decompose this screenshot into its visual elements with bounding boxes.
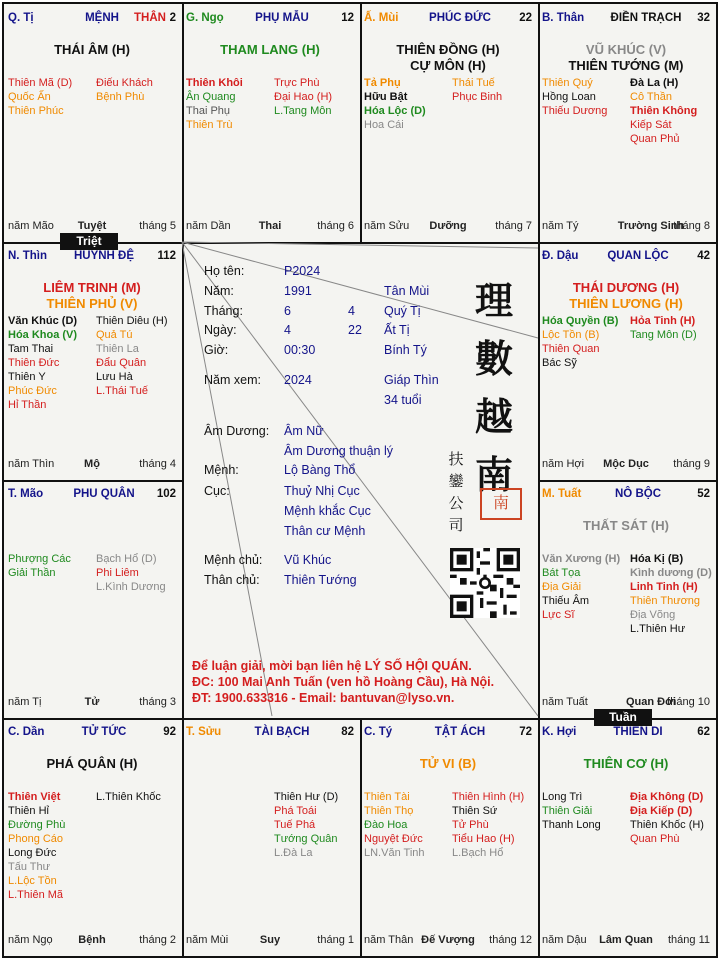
main-star: THIÊN CƠ (H) <box>583 756 669 771</box>
palace-can: K. Hợi <box>542 726 577 738</box>
palace-truong-sinh: Lâm Quan <box>599 934 653 946</box>
palace-number: 92 <box>163 726 176 738</box>
palace-year: năm Tuất <box>542 696 588 708</box>
palace-name: PHÚC ĐỨC <box>429 12 491 24</box>
star: Phượng Các <box>8 553 71 565</box>
star: Ân Quang <box>186 91 236 103</box>
palace-can: M. Tuất <box>542 488 582 500</box>
star: Thái Tuế <box>452 77 495 89</box>
main-star: THÁI DƯƠNG (H) <box>572 280 680 295</box>
main-star: THẤT SÁT (H) <box>583 518 669 533</box>
palace-truong-sinh: Trường Sinh <box>617 220 685 232</box>
palace-truong-sinh: Bệnh <box>78 934 106 946</box>
star: Hồng Loan <box>542 91 596 103</box>
palace-name: TỬ TỨC <box>81 726 127 738</box>
palace-month: tháng 7 <box>495 220 532 232</box>
calligraphy-char: 理 <box>474 278 513 323</box>
star: Trực Phù <box>274 77 320 89</box>
star: Hóa Kị (B) <box>630 553 684 565</box>
star: Thanh Long <box>542 819 601 831</box>
than-chu-value: Thiên Tướng <box>284 573 357 587</box>
star: Tiểu Hao (H) <box>452 833 515 845</box>
palace-name: HUYNH ĐỆ <box>73 250 135 262</box>
palace-year: năm Mão <box>8 220 54 232</box>
star: Tang Môn (D) <box>630 329 697 341</box>
calligraphy-char: 扶 <box>448 450 464 468</box>
palace-number: 82 <box>341 726 354 738</box>
main-star: VŨ KHÚC (V) <box>585 42 667 57</box>
contact-notice <box>192 658 536 706</box>
thang-lunar: 4 <box>348 304 355 318</box>
star: Đại Hao (H) <box>274 91 333 103</box>
palace-truong-sinh: Tuyệt <box>77 220 107 232</box>
star: Quan Phủ <box>630 133 680 145</box>
palace-name: ĐIỀN TRẠCH <box>610 12 682 24</box>
palace-year: năm Tị <box>8 696 42 708</box>
main-star: THAM LANG (H) <box>220 42 320 57</box>
star: Thai Phụ <box>186 105 231 117</box>
star: Long Trì <box>542 791 583 803</box>
ngay-lunar: 22 <box>348 323 362 337</box>
calligraphy-char: 越 <box>474 394 513 439</box>
palace-month: tháng 8 <box>673 220 710 232</box>
star: Quả Tú <box>96 329 133 341</box>
palace-name: PHỤ MẪU <box>255 12 309 24</box>
palace-month: tháng 4 <box>139 458 176 470</box>
main-star: THÁI ÂM (H) <box>54 42 130 57</box>
star: L.Kình Dương <box>96 581 166 593</box>
calligraphy-small <box>446 448 466 536</box>
calligraphy-char: 公 <box>448 494 464 512</box>
nam-can-chi: Tân Mùi <box>384 284 430 298</box>
palace-year: năm Hợi <box>542 458 585 470</box>
nam-xem-can-chi: Giáp Thìn <box>384 373 439 387</box>
star: Điếu Khách <box>96 77 153 89</box>
palace-month: tháng 9 <box>673 458 710 470</box>
star: Hoa Cái <box>364 119 404 131</box>
star: L.Thiên Hư <box>630 623 686 635</box>
star: Thiên Quan <box>542 343 600 355</box>
calligraphy-logo <box>462 272 526 504</box>
star: Địa Võng <box>630 609 676 621</box>
palace-truong-sinh: Mộ <box>84 458 100 470</box>
star: Hỉ Thần <box>8 399 47 411</box>
star: Bệnh Phù <box>96 91 145 103</box>
star: Quốc Ấn <box>8 91 51 103</box>
palace-name: PHU QUÂN <box>73 488 135 500</box>
star: Phi Liêm <box>96 567 139 579</box>
star: Đà La (H) <box>630 77 679 89</box>
palace-year: năm Dần <box>186 220 231 232</box>
nam-xem-label: Năm xem: <box>204 373 261 387</box>
star: Tả Phụ <box>364 77 401 89</box>
am-duong-label: Âm Dương: <box>204 424 270 438</box>
star: Thiên Khôi <box>186 77 243 89</box>
palace-tu-tuc[interactable] <box>4 718 180 952</box>
palace-can: B. Thân <box>542 12 585 24</box>
star: Hóa Quyền (B) <box>542 315 619 327</box>
tuan-tag: Tuần <box>594 709 652 726</box>
star: Cô Thần <box>630 91 672 103</box>
palace-number: 112 <box>157 250 176 262</box>
star: Phúc Đức <box>8 385 57 397</box>
star: Thiên Mã (D) <box>8 77 73 89</box>
palace-name: NÔ BỘC <box>615 488 661 500</box>
star: Tướng Quân <box>274 833 338 845</box>
menh-chu-value: Vũ Khúc <box>284 553 332 567</box>
main-star: THIÊN ĐỒNG (H) <box>396 42 500 57</box>
palace-month: tháng 3 <box>139 696 176 708</box>
star: Phá Toái <box>274 805 317 817</box>
palace-year: năm Sửu <box>364 220 410 232</box>
star: Tử Phù <box>452 819 489 831</box>
star: LN.Văn Tinh <box>364 847 425 859</box>
star: Địa Giải <box>542 581 582 593</box>
star: Hỏa Tinh (H) <box>630 315 696 327</box>
palace-year: năm Dậu <box>542 934 587 946</box>
star: Thiên Tài <box>364 791 410 803</box>
star: Thiên Không <box>630 105 698 117</box>
palace-tai-bach[interactable] <box>182 718 358 952</box>
calligraphy-char: 鑾 <box>448 472 464 490</box>
palace-can: C. Dần <box>8 726 45 738</box>
star: Tấu Thư <box>8 861 51 873</box>
palace-can: T. Mão <box>8 488 44 500</box>
menh-value: Lộ Bàng Thổ <box>284 463 356 477</box>
star: Thiên Việt <box>8 791 61 803</box>
palace-can: N. Thìn <box>8 250 47 262</box>
main-star: CỰ MÔN (H) <box>410 58 486 73</box>
star: Thiên Đức <box>8 357 60 369</box>
calligraphy-char: 數 <box>474 336 513 381</box>
main-star: THIÊN LƯƠNG (H) <box>569 296 683 311</box>
palace-menh[interactable] <box>4 4 180 238</box>
than-cu-value: Thân cư Mệnh <box>284 524 366 538</box>
star: Văn Khúc (D) <box>8 315 78 327</box>
palace-thien-di[interactable] <box>538 718 714 952</box>
star: Bát Tọa <box>542 567 581 579</box>
cuc-note: Mệnh khắc Cục <box>284 504 371 518</box>
star: Địa Kiếp (D) <box>630 805 693 817</box>
ho-ten-value: P2024 <box>284 264 321 278</box>
palace-can: C. Tý <box>364 726 393 738</box>
notice-line: Để luận giải, mời bạn liên hệ LÝ SỐ HỘI QUÁN. <box>192 659 472 673</box>
palace-month: tháng 5 <box>139 220 176 232</box>
star: Hóa Lộc (D) <box>364 105 426 117</box>
palace-month: tháng 10 <box>667 696 710 708</box>
star: Thiên Hình (H) <box>452 791 525 803</box>
palace-number: 62 <box>697 726 710 738</box>
palace-year: năm Ngọ <box>8 934 53 946</box>
thang-label: Tháng: <box>204 304 243 318</box>
nam-xem-value: 2024 <box>284 373 312 387</box>
notice-line: ĐT: 1900.633316 - Email: bantuvan@lyso.vn. <box>192 691 455 705</box>
thang-value: 6 <box>284 304 291 318</box>
ngay-can-chi: Ất Tị <box>384 323 410 337</box>
star: Kình dương (D) <box>630 567 712 579</box>
palace-huynh-de[interactable] <box>4 242 180 476</box>
tuoi-value: 34 tuổi <box>384 393 422 407</box>
triet-tag: Triệt <box>60 233 118 250</box>
star: Thiên Hỉ <box>8 805 49 817</box>
star: Hữu Bật <box>364 91 408 103</box>
ho-ten-label: Họ tên: <box>204 264 245 278</box>
cuc-value: Thuỷ Nhị Cục <box>284 484 360 498</box>
palace-name: TẬT ÁCH <box>434 726 486 738</box>
star: Lưu Hà <box>96 371 133 383</box>
palace-month: tháng 6 <box>317 220 354 232</box>
palace-phu-mau[interactable] <box>182 4 358 238</box>
star: Thiên Khốc (H) <box>630 819 704 831</box>
star: Thiên Thương <box>630 595 701 607</box>
red-seal: 南 <box>480 488 522 520</box>
main-star: TỬ VI (B) <box>419 756 477 771</box>
palace-number: 102 <box>156 488 176 500</box>
palace-number: 22 <box>519 12 532 24</box>
palace-name: MỆNH <box>85 12 119 24</box>
palace-phu-quan[interactable] <box>4 480 180 714</box>
palace-year: năm Mùi <box>186 934 229 946</box>
palace-can: T. Sửu <box>186 726 222 738</box>
star: L.Thiên Khốc <box>96 791 161 803</box>
than-label: THÂN <box>134 12 166 24</box>
star: Bạch Hổ (D) <box>96 553 157 565</box>
cuc-label: Cục: <box>204 484 230 498</box>
star: Văn Xương (H) <box>542 553 621 565</box>
palace-can: G. Ngọ <box>186 12 224 24</box>
star: Đẩu Quân <box>96 357 147 369</box>
palace-name: THIÊN DI <box>613 726 663 738</box>
am-duong-note: Âm Dương thuận lý <box>284 444 393 458</box>
star: Linh Tinh (H) <box>630 581 698 593</box>
ngay-value: 4 <box>284 323 291 337</box>
palace-phuc-duc[interactable] <box>360 4 536 238</box>
star: Giải Thần <box>8 567 56 579</box>
palace-month: tháng 2 <box>139 934 176 946</box>
star: Thiên Thọ <box>364 805 414 817</box>
star: Quan Phù <box>630 833 680 845</box>
main-star: PHÁ QUÂN (H) <box>46 756 138 771</box>
star: Đường Phù <box>8 819 66 831</box>
palace-truong-sinh: Quan Đới <box>626 696 676 708</box>
palace-quan-loc[interactable] <box>538 242 714 476</box>
star: Tuế Phá <box>274 819 316 831</box>
star: Thiên Sứ <box>452 805 498 817</box>
palace-truong-sinh: Suy <box>259 934 281 946</box>
star: Phong Cáo <box>8 833 64 845</box>
star: Thiếu Dương <box>542 105 608 117</box>
star: Thiên Y <box>8 371 46 383</box>
palace-month: tháng 1 <box>317 934 354 946</box>
palace-number: 72 <box>519 726 532 738</box>
palace-number: 32 <box>697 12 710 24</box>
main-star: THIÊN TƯỚNG (M) <box>568 58 684 73</box>
menh-label: Mệnh: <box>204 463 239 477</box>
star: L.Đà La <box>274 847 313 859</box>
star: L.Bạch Hổ <box>452 847 504 859</box>
than-chu-label: Thân chủ: <box>204 573 260 587</box>
star: Đào Hoa <box>364 819 408 831</box>
palace-month: tháng 12 <box>489 934 532 946</box>
star: Tam Thai <box>8 343 54 355</box>
ngay-label: Ngày: <box>204 323 237 337</box>
thang-can-chi: Quý Tị <box>384 304 421 318</box>
palace-truong-sinh: Mộc Dục <box>603 458 649 470</box>
star: Thiên Trù <box>186 119 233 131</box>
qr-code-icon[interactable] <box>450 548 520 618</box>
star: Thiên La <box>96 343 139 355</box>
palace-no-boc[interactable] <box>538 480 714 714</box>
star: Bác Sỹ <box>542 357 577 369</box>
star: Thiên Quý <box>542 77 593 89</box>
palace-number: 42 <box>697 250 710 262</box>
star: L.Thiên Mã <box>8 889 64 901</box>
palace-year: năm Thìn <box>8 458 55 470</box>
palace-name: TÀI BẠCH <box>254 726 310 738</box>
star: Lộc Tồn (B) <box>542 329 600 341</box>
nam-value: 1991 <box>284 284 312 298</box>
nam-label: Năm: <box>204 284 234 298</box>
palace-year: năm Thân <box>364 934 414 946</box>
palace-truong-sinh: Thai <box>258 220 282 232</box>
star: Phục Binh <box>452 91 503 103</box>
star: Hóa Khoa (V) <box>8 329 78 341</box>
star: Thiên Giải <box>542 805 593 817</box>
palace-name: QUAN LỘC <box>607 250 669 262</box>
star: Thiếu Âm <box>542 595 590 607</box>
main-star: LIÊM TRINH (M) <box>43 280 141 295</box>
star: Lực Sĩ <box>542 609 575 621</box>
star: L.Lộc Tồn <box>8 875 57 887</box>
palace-number: 52 <box>697 488 710 500</box>
palace-can: Ấ. Mùi <box>364 12 399 24</box>
star: L.Tang Môn <box>274 105 332 117</box>
palace-number: 12 <box>341 12 354 24</box>
am-duong-value: Âm Nữ <box>284 424 324 438</box>
palace-year: năm Tý <box>542 220 579 232</box>
notice-line: ĐC: 100 Mai Anh Tuấn (ven hồ Hoàng Cầu), Hà Nội. <box>192 675 495 689</box>
menh-chu-label: Mệnh chủ: <box>204 553 263 567</box>
gio-label: Giờ: <box>204 343 229 357</box>
star: Long Đức <box>8 847 57 859</box>
star: Kiếp Sát <box>630 119 672 131</box>
gio-value: 00:30 <box>284 343 316 357</box>
palace-month: tháng 11 <box>667 934 710 946</box>
calligraphy-char: 南 <box>474 452 513 497</box>
star: Thiên Diêu (H) <box>96 315 168 327</box>
palace-truong-sinh: Đế Vượng <box>421 934 475 946</box>
main-star: THIÊN PHỦ (V) <box>46 296 138 311</box>
palace-tat-ach[interactable] <box>360 718 536 952</box>
palace-truong-sinh: Tử <box>84 696 100 708</box>
calligraphy-char: 司 <box>448 516 464 534</box>
palace-can: Q. Tị <box>8 12 34 24</box>
palace-dien-trach[interactable] <box>538 4 714 238</box>
star: Địa Không (D) <box>630 791 704 803</box>
star: Thiên Hư (D) <box>274 791 339 803</box>
palace-truong-sinh: Dưỡng <box>429 220 467 232</box>
gio-can-chi: Bính Tý <box>384 343 427 357</box>
star: Nguyệt Đức <box>364 833 423 845</box>
star: L.Thái Tuế <box>96 385 148 397</box>
palace-can: Đ. Dậu <box>542 250 579 262</box>
star: Thiên Phúc <box>8 105 64 117</box>
palace-number: 2 <box>169 12 176 24</box>
